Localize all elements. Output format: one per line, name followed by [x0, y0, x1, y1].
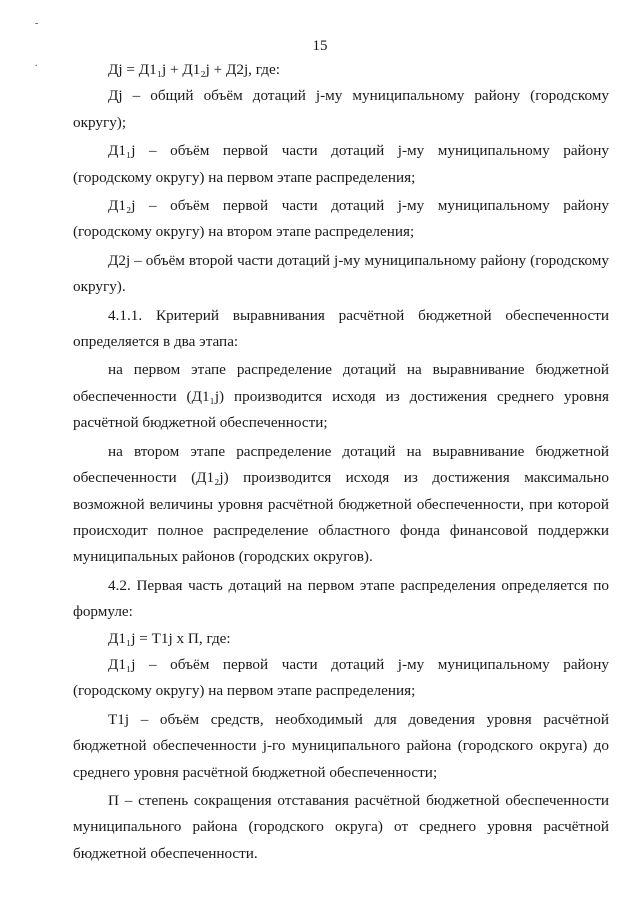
definition-p: П – степень сокращения отставания расчётной бюджетной обеспеченности муниципального района (городского округа) от среднего уровня расчётной бюджетной обеспеченности.	[73, 791, 609, 862]
stage-one-paragraph: на первом этапе распределение дотаций на выравнивание бюджетной обеспеченности (Д1₁j) производится исходя из достижения среднего уровня расчётной бюджетной обеспеченности;	[73, 361, 609, 432]
definition-d2j: Д2j – объём второй части дотаций j-му муниципальному району (городскому округу).	[73, 251, 609, 296]
formula-d11j: Д1₁j = Т1j х П, где:	[108, 629, 231, 647]
section-4-1-1: 4.1.1. Критерий выравнивания расчётной бюджетной обеспеченности определяется в два этапа:	[73, 306, 609, 351]
scan-mark: .	[35, 58, 38, 69]
definition-d12j: Д1₂j – объём первой части дотаций j-му муниципальному району (городскому округу) на втором этапе распределения;	[73, 197, 609, 241]
page-number: 15	[312, 38, 328, 54]
definition-t1j: Т1j – объём средств, необходимый для доведения уровня расчётной бюджетной обеспеченности j-го муниципального района (городского округа) до среднего уровня расчётной бюджетной обеспеченности;	[73, 710, 609, 781]
section-4-2: 4.2. Первая часть дотаций на первом этапе распределения определяется по формуле:	[73, 576, 609, 621]
definition-d11j: Д1₁j – объём первой части дотаций j-му муниципальному району (городскому округу) на первом этапе распределения;	[73, 142, 609, 186]
scan-mark: -	[35, 18, 39, 29]
document-body	[73, 57, 609, 867]
formula-total: Дj = Д1₁j + Д1₂j + Д2j, где:	[108, 61, 280, 78]
definition-d11j-second: Д1₁j – объём первой части дотаций j-му муниципальному району (городскому округу) на первом этапе распределения;	[73, 655, 609, 700]
definition-dj: Дj – общий объём дотаций j-му муниципальному району (городскому округу);	[73, 87, 609, 131]
stage-two-paragraph: на втором этапе распределение дотаций на выравнивание бюджетной обеспеченности (Д1₂j) производится исходя из достижения максимально возможной величины уровня расчётной бюджетной обеспеченности, при которой происходит полное распределение областного фонда финансовой поддержки муниципальных районов (городских округов).	[73, 442, 609, 566]
